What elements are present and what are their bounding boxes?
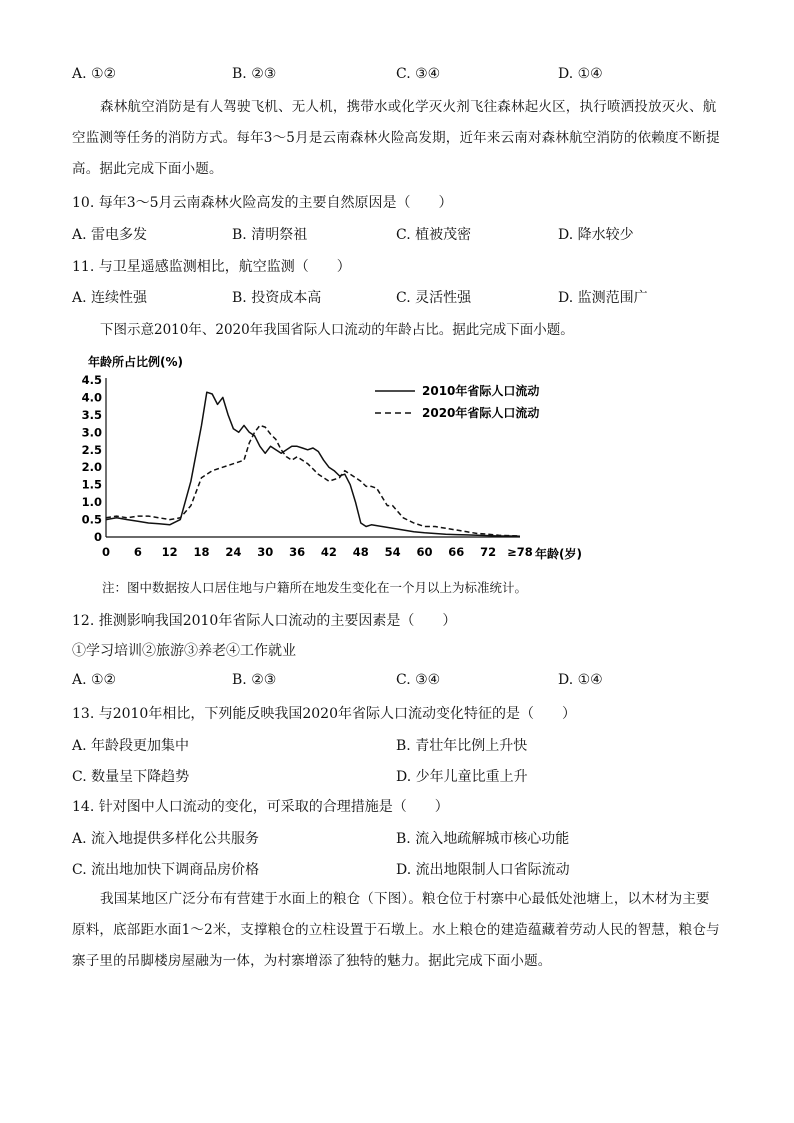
y-tick-label: 0.5 [81, 512, 102, 527]
x-tick-label: 6 [133, 545, 142, 559]
y-tick-label: 4.5 [81, 373, 102, 387]
x-tick-label: 24 [225, 545, 242, 559]
x-tick-label: 48 [352, 545, 369, 559]
x-tick-label: 30 [257, 545, 274, 559]
q10-option-b[interactable]: B. 清明祭祖 [232, 227, 308, 243]
x-tick-label: 66 [448, 545, 465, 559]
q12-items: ①学习培训②旅游③养老④工作就业 [72, 643, 296, 659]
x-tick-label: 54 [384, 545, 401, 559]
q11-option-c[interactable]: C. 灵活性强 [396, 290, 472, 306]
q14-option-c[interactable]: C. 流出地加快下调商品房价格 [72, 862, 260, 878]
x-axis-label: 年龄(岁) [535, 547, 582, 561]
q9-option-b[interactable]: B. ②③ [232, 66, 277, 82]
passage-water-granary [72, 884, 722, 977]
q9-option-c[interactable]: C. ③④ [396, 66, 441, 82]
y-tick-label: 3.5 [81, 407, 102, 422]
y-tick-label: 2.0 [81, 460, 102, 475]
x-tick-label: 18 [193, 545, 210, 559]
x-tick-label: 36 [289, 545, 306, 559]
q9-option-a[interactable]: A. ①② [72, 66, 117, 82]
y-tick-label: 1.5 [81, 477, 102, 492]
q14-option-a[interactable]: A. 流入地提供多样化公共服务 [72, 831, 260, 847]
x-tick-label: 0 [101, 545, 111, 559]
q13-option-a[interactable]: A. 年龄段更加集中 [72, 738, 190, 754]
series-2020-line [106, 425, 520, 536]
q14-option-b[interactable]: B. 流入地疏解城市核心功能 [396, 831, 570, 847]
passage-2-text: 我国某地区广泛分布有营建于水面上的粮仓（下图）。粮仓位于村寨中心最低处池塘上，以木材为主要原料，底部距水面1～2米，支撑粮仓的立柱设置于石墩上。水上粮仓的建造蕴藏着劳动人民的智慧，粮仓与寨子里的吊脚楼房屋融为一体，为村寨增添了独特的魅力。据此完成下面小题。 [72, 891, 720, 969]
chart-note: 注：图中数据按人口居住地与户籍所在地发生变化在一个月以上为标准统计。 [102, 580, 528, 595]
q10-option-a[interactable]: A. 雷电多发 [72, 227, 148, 243]
x-axis-ticks [102, 545, 533, 559]
q10-stem: 10. 每年3～5月云南森林火险高发的主要自然原因是（ ） [72, 195, 453, 211]
y-tick-label: 1.0 [81, 495, 102, 510]
y-tick-label: 2.5 [81, 442, 102, 457]
legend-label-2010: 2010年省际人口流动 [422, 384, 540, 398]
population-flow-chart [80, 350, 640, 570]
q13-option-c[interactable]: C. 数量呈下降趋势 [72, 769, 190, 785]
x-tick-label: ≥78 [507, 545, 533, 559]
y-tick-label: 0 [93, 530, 102, 544]
q13-option-d[interactable]: D. 少年儿童比重上升 [396, 769, 528, 785]
chart-legend [375, 383, 539, 420]
q14-option-d[interactable]: D. 流出地限制人口省际流动 [396, 862, 570, 878]
q14-stem: 14. 针对图中人口流动的变化，可采取的合理措施是（ ） [72, 799, 449, 815]
q11-stem: 11. 与卫星遥感监测相比，航空监测（ ） [72, 259, 351, 275]
q11-option-a[interactable]: A. 连续性强 [72, 290, 148, 306]
q10-option-c[interactable]: C. 植被茂密 [396, 227, 472, 243]
q13-stem: 13. 与2010年相比，下列能反映我国2020年省际人口流动变化特征的是（ ） [72, 706, 576, 722]
q12-option-c[interactable]: C. ③④ [396, 672, 441, 688]
q12-option-b[interactable]: B. ②③ [232, 672, 277, 688]
y-axis-ticks [82, 373, 102, 544]
passage-1-text: 森林航空消防是有人驾驶飞机、无人机，携带水或化学灭火剂飞往森林起火区，执行喷洒投放灭火、航空监测等任务的消防方式。每年3～5月是云南森林火险高发期，近年来云南对森林航空消防的依赖度不断提高。据此完成下面小题。 [72, 99, 720, 177]
q11-option-b[interactable]: B. 投资成本高 [232, 290, 322, 306]
q10-option-d[interactable]: D. 降水较少 [558, 227, 634, 243]
x-tick-label: 12 [161, 545, 178, 559]
x-tick-label: 72 [480, 545, 497, 559]
q12-option-a[interactable]: A. ①② [72, 672, 117, 688]
y-tick-label: 3.0 [81, 425, 102, 440]
q11-option-d[interactable]: D. 监测范围广 [558, 290, 648, 306]
q12-stem: 12. 推测影响我国2010年省际人口流动的主要因素是（ ） [72, 613, 457, 629]
chart-intro: 下图示意2010年、2020年我国省际人口流动的年龄占比。据此完成下面小题。 [100, 322, 574, 338]
passage-forest-firefighting [72, 92, 722, 185]
q13-option-b[interactable]: B. 青壮年比例上升快 [396, 738, 528, 754]
q12-option-d[interactable]: D. ①④ [558, 672, 603, 688]
y-axis-label: 年龄所占比例(%) [88, 355, 183, 369]
q9-option-d[interactable]: D. ①④ [558, 66, 603, 82]
x-tick-label: 42 [320, 545, 337, 559]
legend-label-2020: 2020年省际人口流动 [422, 406, 540, 420]
y-tick-label: 4.0 [81, 390, 102, 405]
x-tick-label: 60 [416, 545, 433, 559]
